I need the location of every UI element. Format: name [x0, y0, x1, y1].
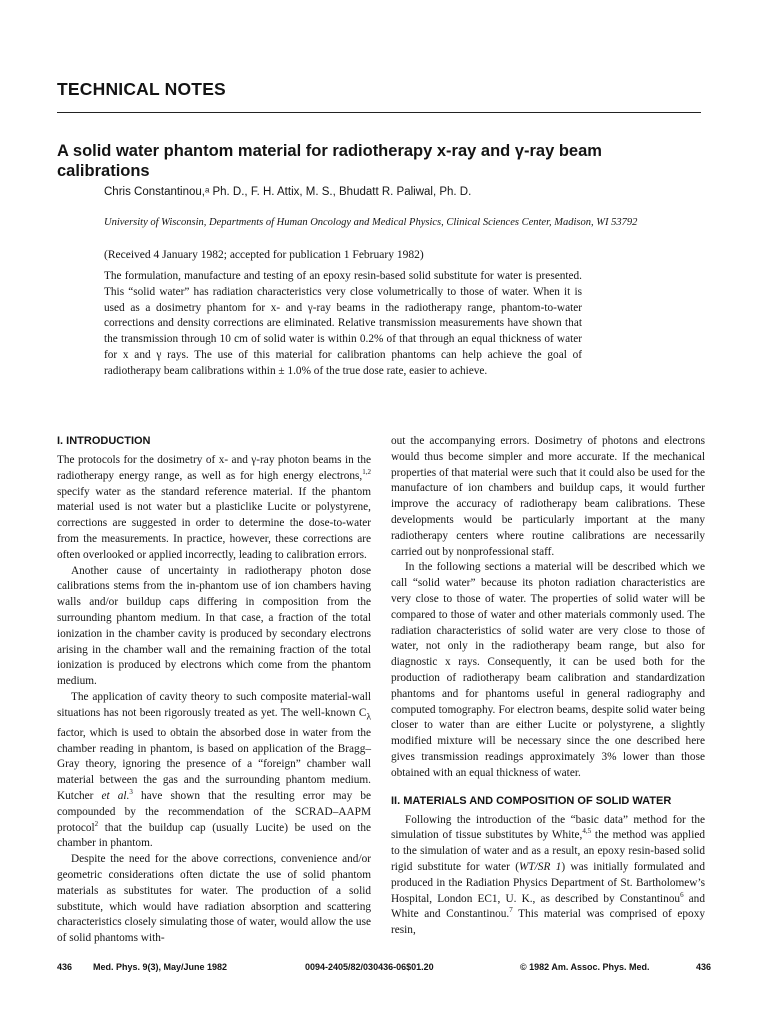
intro-paragraph-1: The protocols for the dosimetry of x- and γ-ray photon beams in the radiotherapy energy range, as well as for high energy electrons,$^{1,2}$ specify water as the standard reference material. If the phantom material used is not water but a plasticlike Lucite or polystyrene, corrections are suggested in order to determine the dose-to-water from the measurements. In practice, however, these corrections are often overlooked or applied incorrectly, leading to calibration errors. — [57, 454, 371, 561]
header-rule — [57, 112, 701, 113]
received-dates: (Received 4 January 1982; accepted for publication 1 February 1982) — [104, 249, 424, 261]
right-column — [391, 434, 705, 939]
article-title: A solid water phantom material for radiotherapy x-ray and γ-ray beam calibrations — [57, 142, 602, 180]
materials-paragraph-1: Following the introduction of the “basic data” method for the simulation of tissue substitutes by White,$^{4,5}$ the method was applied to the simulation of water and as a result, an epoxy resin-based solid rigid substitute for water (WT/SR 1) was initially formulated and produced in the Radiation Physics Department of St. Bartholomew’s Hospital, London EC1, U. K., as described by Constantinou$^6$ and White and Constantinou.$^7$ This material was comprised of epoxy resin, — [391, 813, 705, 937]
page-number-right: 436 — [695, 962, 711, 972]
article-code: 0094-2405/82/030436-06$01.20 — [305, 962, 434, 972]
materials-heading: II. MATERIALS AND COMPOSITION OF SOLID WATER — [391, 794, 672, 807]
intro-paragraph-2: Another cause of uncertainty in radiotherapy photon dose calibrations stems from the in-phantom use of ion chambers having walls and/or buildup caps differing in composition from the surrounding phantom medium. In that case, a fraction of the total ionization in the chamber cavity is produced by secondary electrons arising in the chamber wall and the remaining fraction of the total ionization is produced by electrons which come from the phantom medium. — [57, 564, 371, 688]
intro-heading: I. INTRODUCTION — [57, 435, 151, 447]
page-footer — [57, 962, 711, 976]
page-number-left: 436 — [57, 962, 73, 972]
journal-citation: Med. Phys. 9(3), May/June 1982 — [93, 962, 228, 972]
left-column — [57, 434, 371, 947]
author-list: Chris Constantinou,ᵃ Ph. D., F. H. Attix, M. S., Bhudatt R. Paliwal, Ph. D. — [104, 186, 472, 198]
intro-paragraph-3: The application of cavity theory to such composite material-wall situations has not been rigorously treated as yet. The well-known $C_\lambda$ factor, which is used to obtain the absorbed dose in water from the chamber reading in phantom, is based on application of the Bragg–Gray theory, ignoring the presence of a “foreign” chamber wall material between the gas and the surrounding phantom medium. Kutcher et al.$^3$ have shown that the resulting error may be compounded by the recommendation of the SCRAD–AAPM protocol$^2$ that the buildup cap (usually Lucite) be used on the chamber in phantom. — [57, 690, 371, 850]
affiliation: University of Wisconsin, Departments of Human Oncology and Medical Physics, Clinical Sciences Center, Madison, WI 53792 — [104, 217, 638, 228]
section-label: TECHNICAL NOTES — [57, 79, 226, 99]
abstract: The formulation, manufacture and testing of an epoxy resin-based solid substitute for water is presented. This “solid water” has radiation characteristics very close volumetrically to those of water. When it is used as a dosimetry phantom for x- and γ-ray beams in the radiotherapy range, phantom-to-water corrections and density corrections are eliminated. Relative transmission measurements have shown that the transmission through 10 cm of solid water is within 0.2% of that through an equal thickness of water for x and γ rays. The use of this material for calibration phantoms can help achieve the goal of radiotherapy beam calibrations within ± 1.0% of the true dose rate, easier to achieve. — [104, 270, 582, 377]
intro-paragraph-6: In the following sections a material will be described which we call “solid water” because its photon radiation characteristics are very close to those of water. The properties of solid water will be compared to those of water and other materials commonly used. The radiation characteristics of solid water are very close to those of water, not only in the radiotherapy beam range, but also for diagnostic x rays. Consequently, it can be used both for the production of radiotherapy beam calibration and standardization phantoms and for phantoms useful in general radiography and computed tomography. For electron beams, despite solid water being closer to water than are either Lucite or polystyrene, a slightly modified mixture will be necessary since the one described here gives transmission readings approximately 3% lower than those obtained with an equal thickness of water. — [391, 561, 705, 779]
copyright-notice: © 1982 Am. Assoc. Phys. Med. — [520, 962, 650, 972]
intro-paragraph-5: out the accompanying errors. Dosimetry of photons and electrons would thus become simpler and more accurate. If the mechanical properties of that material were such that it could also be used for the manufacture of ion chambers and buildup caps, it would further improve the accuracy of radiotherapy beam calibrations. These developments would be particularly important at the many radiotherapy centers where routine calibrations are necessarily carried out by nonprofessional staff. — [391, 435, 705, 558]
intro-paragraph-4: Despite the need for the above corrections, convenience and/or geometric considerations often dictate the use of solid phantom materials as substitutes for water. The production of a solid substitute, which would have radiation absorption and scattering characteristics closely simulating those of water, would allow the use of solid phantoms with- — [57, 853, 371, 945]
